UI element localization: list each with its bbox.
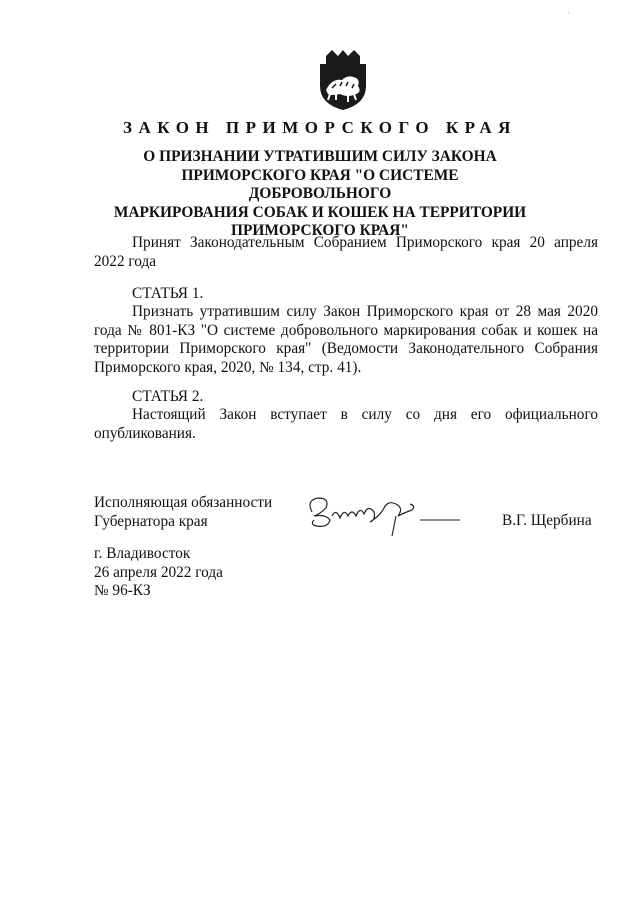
signatory-position-line: Исполняющая обязанности	[94, 494, 273, 511]
adoption-note: Принят Законодательным Собранием Приморского края 20 апреля 2022 года	[94, 234, 598, 270]
signing-date: 26 апреля 2022 года	[94, 563, 223, 581]
article-1-heading: СТАТЬЯ 1.	[132, 285, 204, 302]
scan-mark: '	[568, 12, 570, 18]
article-2-text: Настоящий Закон вступает в силу со дня его официального опубликования.	[94, 406, 598, 442]
coat-of-arms-icon	[318, 48, 368, 112]
place-of-signing: г. Владивосток	[94, 545, 191, 562]
subtitle-line: МАРКИРОВАНИЯ СОБАК И КОШЕК НА ТЕРРИТОРИИ	[113, 203, 527, 221]
handwritten-signature	[300, 486, 470, 542]
article-1-text: Признать утратившим силу Закон Приморского края от 28 мая 2020 года № 801-КЗ "О системе добровольного маркирования собак и кошек на территории Приморского края" (Ведомости Законодательного Собрания Приморского края, 2020, № 134, стр. 41).	[94, 303, 598, 376]
document-footer	[94, 545, 223, 601]
subtitle-line: ПРИМОРСКОГО КРАЯ "О СИСТЕМЕ ДОБРОВОЛЬНОГО	[181, 166, 459, 202]
law-number: № 96-КЗ	[94, 582, 151, 600]
signatory-position	[94, 494, 272, 531]
document-subtitle	[110, 148, 530, 241]
signatory-name: В.Г. Щербина	[502, 512, 592, 529]
article-2-heading: СТАТЬЯ 2.	[132, 388, 204, 405]
subtitle-line: ПРИМОРСКОГО КРАЯ"	[231, 222, 409, 239]
document-title: ЗАКОН ПРИМОРСКОГО КРАЯ	[123, 118, 517, 137]
signatory-position-line: Губернатора края	[94, 512, 208, 530]
subtitle-line: О ПРИЗНАНИИ УТРАТИВШИМ СИЛУ ЗАКОНА	[143, 148, 497, 165]
